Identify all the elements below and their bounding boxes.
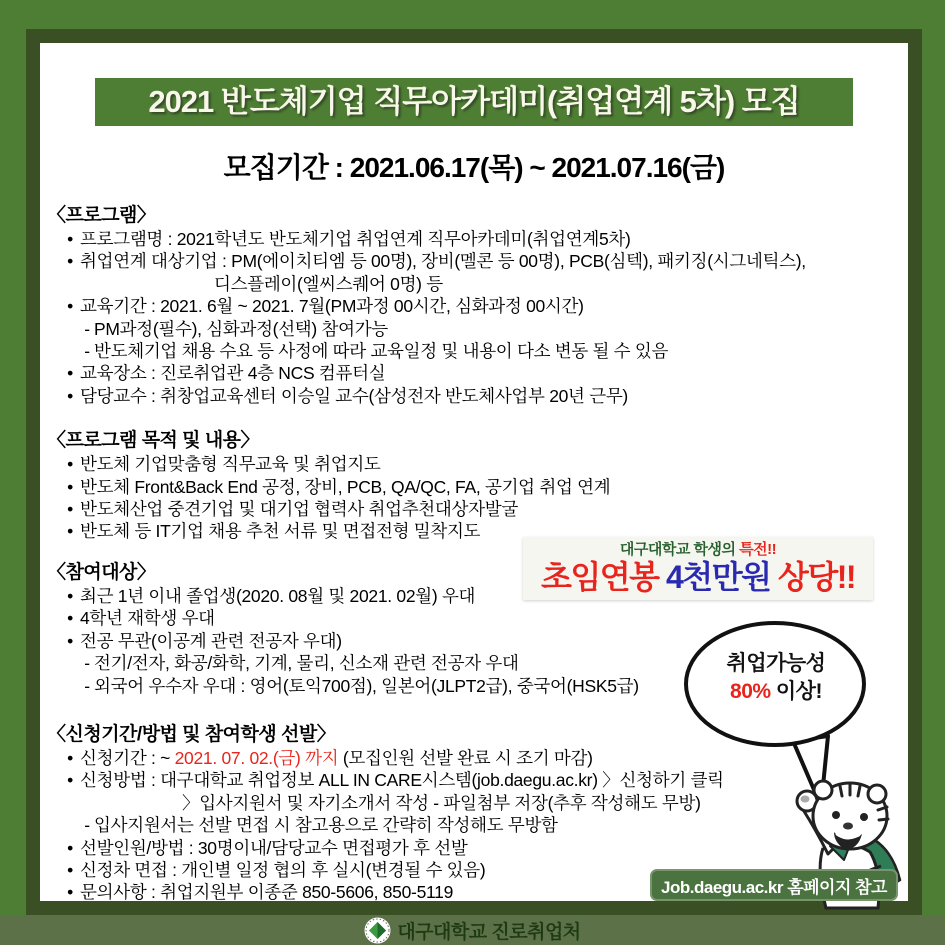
bullet-text: 반도체 Front&Back End 공정, 장비, PCB, QA/QC, FA, 공기업 취업 연계 [80, 476, 611, 497]
title-banner: 2021 반도체기업 직무아카데미(취업연계 5차) 모집 [95, 78, 853, 126]
promo-salary-line [541, 558, 855, 596]
bullet-text: 프로그램명 : 2021학년도 반도체기업 취업연계 직무아카데미(취업연계5차) [80, 229, 631, 249]
continuation-line: 디스플레이(엘씨스퀘어 0명) 등 [214, 273, 443, 294]
bullet-text: 취업연계 대상기업 : PM(에이치티엠 등 00명), 장비(멜콘 등 00명), PCB(심텍), 패키징(시그네틱스), [80, 251, 806, 272]
bullet-marker: • [67, 296, 73, 317]
apply-period-prefix: 신청기간 : ~ [80, 747, 175, 768]
footer-title: 대구대학교 진로취업처 [397, 921, 581, 943]
bullet-marker: • [67, 837, 73, 858]
bullet-marker: • [67, 229, 73, 249]
apply-deadline-highlight: 2021. 07. 02.(금) 까지 [174, 747, 339, 768]
bullet-marker: • [67, 630, 73, 651]
bullet-text: 교육기간 : 2021. 6월 ~ 2021. 7월(PM과정 00시간, 심화과정 00시간) [80, 296, 584, 317]
salary-promo-banner [523, 537, 873, 600]
dash-marker: - [84, 815, 90, 836]
bullet-item [47, 498, 908, 520]
section-purpose [40, 429, 908, 543]
bullet-marker: • [67, 385, 73, 406]
bullet-marker: • [67, 476, 73, 497]
section-program [40, 204, 908, 407]
bullet-text: 4학년 재학생 우대 [80, 608, 215, 629]
dash-marker: - [84, 318, 90, 339]
bullet-marker: • [67, 747, 73, 768]
apply-period-suffix: (모집인원 선발 완료 시 조기 마감) [338, 747, 593, 768]
sub-item-text: 전기/전자, 화공/화학, 기계, 물리, 신소재 관련 전공자 우대 [94, 653, 519, 674]
bullet-marker: • [67, 770, 73, 791]
bubble-line2-text: 이상! [770, 680, 822, 703]
bullet-item [47, 385, 908, 407]
bullet-marker: • [67, 585, 73, 606]
dash-marker: - [84, 653, 90, 674]
sub-item-text: 외국어 우수자 우대 : 영어(토익700점), 일본어(JLPT2급), 중국어(HSK5급) [94, 675, 639, 696]
bullet-item [47, 453, 908, 475]
homepage-badge: Job.daegu.ac.kr 홈페이지 참고 [650, 869, 898, 901]
bullet-text: 신청방법 : 대구대학교 취업정보 ALL IN CARE시스템(job.daegu.ac.kr) 〉신청하기 클릭 [80, 770, 724, 791]
sub-item [47, 318, 908, 340]
bullet-marker: • [67, 859, 73, 880]
promo-university-text: 대구대학교 학생의 [619, 541, 736, 558]
sub-item-text: 반도체기업 채용 수요 등 사정에 따라 교육일정 및 내용이 다소 변동 될 수 있음 [94, 341, 669, 362]
bullet-item [47, 295, 908, 317]
section-program-title: 〈프로그램〉 [47, 205, 156, 226]
bullet-marker: • [67, 521, 73, 542]
sub-item-text: 입사지원서는 선발 면접 시 참고용으로 간략히 작성해도 무방함 [94, 815, 558, 836]
bullet-text: 교육장소 : 진로취업관 4층 NCS 컴퓨터실 [80, 363, 386, 384]
bullet-text [80, 747, 593, 769]
promo-benefit-line [620, 541, 776, 558]
bullet-text: 전공 무관(이공계 관련 전공자 우대) [80, 630, 342, 651]
bullet-text: 반도체 기업맞춤형 직무교육 및 취업지도 [80, 454, 381, 475]
bullet-marker: • [67, 499, 73, 520]
promo-salary-suffix: 상당!! [770, 559, 856, 595]
bullet-text: 반도체산업 중견기업 및 대기업 협력사 취업추천대상자발굴 [80, 499, 518, 520]
bubble-percentage: 80% [730, 680, 771, 703]
bullet-text: 반도체 등 IT기업 채용 추천 서류 및 면접전형 밀착지도 [80, 521, 481, 542]
bullet-marker: • [67, 882, 73, 903]
recruit-period: 모집기간 : 2021.06.17(목) ~ 2021.07.16(금) [223, 152, 725, 183]
footer-bar [0, 915, 945, 945]
section-purpose-title: 〈프로그램 목적 및 내용〉 [47, 430, 260, 452]
dash-marker: - [84, 675, 90, 696]
bubble-line1: 취업가능성 [726, 652, 826, 675]
bullet-item [47, 228, 908, 250]
sub-item [47, 340, 908, 362]
continuation-line: 〉입사지원서 및 자기소개서 작성 - 파일첨부 저장(추후 작성해도 무방) [182, 792, 701, 813]
bullet-item [47, 362, 908, 384]
bullet-marker: • [67, 251, 73, 272]
promo-salary-amount: 4천만원 [665, 559, 771, 595]
bullet-text: 문의사항 : 취업지원부 이종준 850-5606, 850-5119 [80, 882, 454, 903]
section-target-title: 〈참여대상〉 [47, 561, 156, 583]
bullet-text: 최근 1년 이내 졸업생(2020. 08월 및 2021. 02월) 우대 [80, 585, 476, 606]
bullet-text: 담당교수 : 취창업교육센터 이승일 교수(삼성전자 반도체사업부 20년 근무) [80, 385, 628, 406]
bullet-text: 선발인원/방법 : 30명이내/담당교수 면접평가 후 선발 [80, 837, 468, 858]
bullet-text: 신정차 면접 : 개인별 일정 협의 후 실시(변경될 수 있음) [80, 859, 486, 880]
sub-item-text: PM과정(필수), 심화과정(선택) 참여가능 [94, 318, 388, 339]
promo-benefit-text: 특전!! [735, 541, 777, 558]
bullet-marker: • [67, 608, 73, 629]
bullet-item [47, 250, 908, 272]
promo-salary-label: 초임연봉 [540, 559, 666, 595]
speech-bubble-text [694, 650, 858, 706]
bubble-line2 [694, 678, 858, 706]
section-apply-title: 〈신청기간/방법 및 참여학생 선발〉 [47, 723, 336, 745]
bullet-marker: • [67, 454, 73, 475]
dash-marker: - [84, 341, 90, 362]
bullet-marker: • [67, 363, 73, 384]
university-seal-icon [364, 917, 391, 944]
bullet-item [47, 476, 908, 498]
